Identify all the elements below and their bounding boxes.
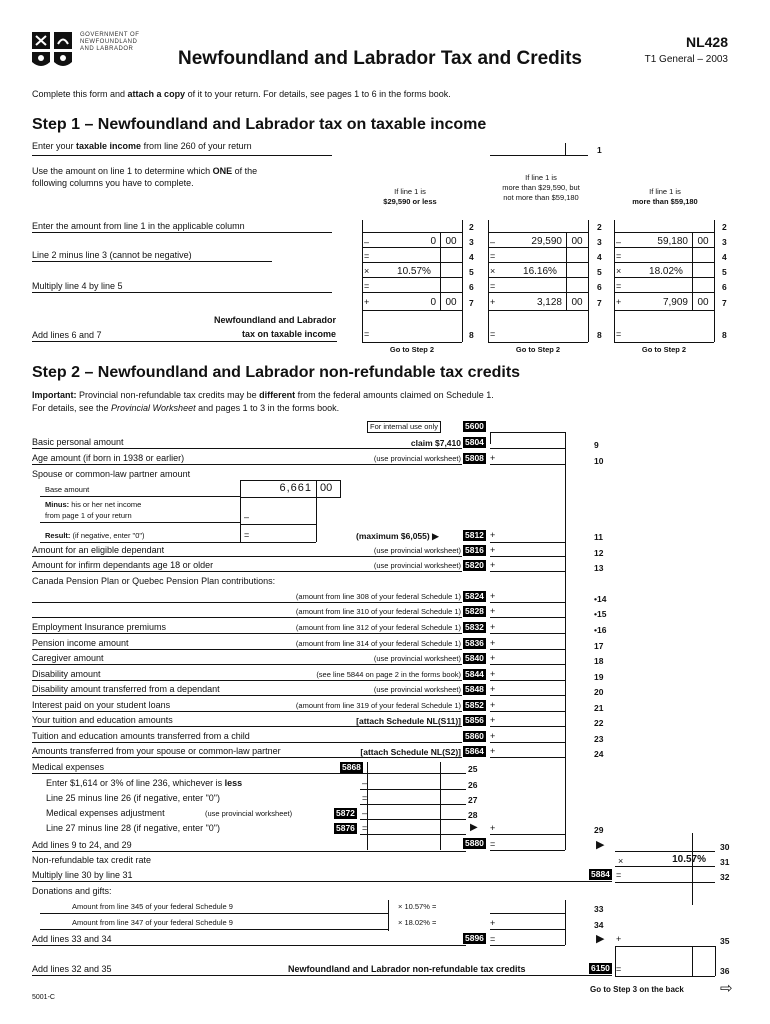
credit-row-note: (amount from line 319 of your federal Schedule 1) (295, 701, 461, 710)
details-note: For details, see the Provincial Worksheet and pages 1 to 3 in the forms book. (32, 403, 340, 413)
base-amount-cents: 00 (320, 482, 333, 494)
department-name: GOVERNMENT OF NEWFOUNDLAND AND LABRADOR (80, 32, 140, 52)
add36-bold-label: Newfoundland and Labrador non-refundable tax credits (288, 964, 526, 974)
donation33-rate: × 10.57% = (398, 902, 437, 911)
code-5876: 5876 (336, 823, 355, 833)
credit-row-note: (amount from line 308 of your federal Schedule 1) (295, 592, 461, 601)
donations-label: Donations and gifts: (32, 886, 112, 896)
col2-line3-amount: 29,590 (531, 236, 562, 247)
credit-row-input[interactable] (490, 680, 565, 681)
code-box: 5832 (465, 622, 484, 632)
credit-row-label: Interest paid on your student loans (32, 700, 171, 710)
credit-row-label: Amount for an eligible dependant (32, 545, 165, 555)
row8-bold-label-1: Newfoundland and Labrador (213, 315, 336, 325)
credit-row-input[interactable] (490, 571, 565, 572)
donation34-label: Amount from line 347 of your federal Schedule 9 (72, 918, 233, 927)
credit-row-note: [attach Schedule NL(S2)] (360, 747, 461, 757)
rate31-value: 10.57% (672, 854, 706, 865)
credit-row-input[interactable] (490, 633, 565, 634)
credit-row-label: Tuition and education amounts transferred from a child (32, 731, 250, 741)
credit-row-input[interactable] (490, 695, 565, 696)
col2-line7-amount: 3,128 (536, 297, 562, 308)
code-5884: 5884 (591, 869, 610, 879)
code-box: 5836 (465, 638, 484, 648)
add36-label: Add lines 32 and 35 (32, 964, 112, 974)
code-box: 5816 (465, 545, 484, 555)
credit-row-input[interactable] (490, 726, 565, 727)
credit-row-label: Caregiver amount (32, 653, 104, 663)
code-box: 5864 (465, 746, 484, 756)
code-5600: 5600 (465, 421, 484, 431)
code-box: 5856 (465, 715, 484, 725)
use-amount-text: Use the amount on line 1 to determine which ONE of the (32, 166, 258, 176)
credit-row-note: (amount from line 312 of your federal Schedule 1) (295, 623, 461, 632)
code-box: 5848 (465, 684, 484, 694)
col1-line7-amount: 0 (430, 297, 436, 308)
col3-go-to-step2: Go to Step 2 (641, 345, 687, 354)
code-5812: 5812 (465, 530, 484, 540)
code-box: 5828 (465, 606, 484, 616)
column3-header: If line 1 is more than $59,180 (632, 187, 698, 206)
minus-income-label-2: from page 1 of your return (45, 511, 132, 520)
mult32-label: Multiply line 30 by line 31 (32, 870, 133, 880)
credit-row-label: Amounts transferred from your spouse or common-law partner (32, 746, 281, 756)
col1-line3-amount: 0 (430, 236, 436, 247)
form-code: 5001-C (32, 994, 55, 1001)
credit-row-note: (amount from line 314 of your federal Schedule 1) (295, 639, 461, 648)
credit-row-label: Disability amount (32, 669, 101, 679)
credit-row-label: Basic personal amount (32, 437, 124, 447)
credit-row-note: (use provincial worksheet) (373, 454, 461, 463)
col1-line7-cents: 00 (445, 297, 457, 308)
use-amount-text-2: following columns you have to complete. (32, 178, 194, 188)
code-box: 5824 (465, 591, 484, 601)
column1-header: If line 1 is $29,590 or less (383, 187, 437, 206)
internal-use-label: For internal use only (367, 421, 441, 433)
donation33-label: Amount from line 345 of your federal Schedule 9 (72, 902, 233, 911)
code-6150: 6150 (591, 963, 610, 973)
intro-text: Complete this form and attach a copy of it to your return. For details, see pages 1 to 6 in the forms book. (32, 89, 451, 99)
government-logo-icon (32, 32, 74, 70)
row8-label: Add lines 6 and 7 (32, 330, 102, 340)
code-box: 5844 (465, 669, 484, 679)
col1-line3-cents: 00 (445, 236, 457, 247)
credit-row-note: (use provincial worksheet) (373, 561, 461, 570)
important-note: Important: Provincial non-refundable tax credits may be different from the federal amounts claimed on Schedule 1. (32, 390, 494, 400)
credit-row-input[interactable] (490, 448, 565, 449)
donation34-rate: × 18.02% = (398, 918, 437, 927)
code-5872: 5872 (336, 808, 355, 818)
medical-line28-note: (use provincial worksheet) (205, 809, 293, 818)
credit-row-note: claim $7,410 (410, 438, 461, 448)
base-amount-value: 6,661 (279, 482, 312, 494)
medical-line28-label: Medical expenses adjustment (46, 808, 165, 818)
col3-line7-cents: 00 (697, 297, 709, 308)
medical-line27-label: Line 25 minus line 26 (if negative, enter "0") (46, 793, 220, 803)
credit-row-note: (use provincial worksheet) (373, 685, 461, 694)
next-arrow-icon: ⇨ (720, 980, 733, 997)
add30-label: Add lines 9 to 24, and 29 (32, 840, 132, 850)
step1-title: Step 1 – Newfoundland and Labrador tax on taxable income (32, 116, 487, 133)
credit-row-input[interactable] (490, 664, 565, 665)
minus-income-label: Minus: his or her net income (45, 500, 142, 509)
credit-row-note: (see line 5844 on page 2 in the forms book) (316, 670, 461, 679)
code-5868: 5868 (342, 762, 361, 772)
result-label: Result: (if negative, enter "0") (45, 531, 145, 540)
col2-rate: 16.16% (523, 266, 557, 277)
row4-label: Line 2 minus line 3 (cannot be negative) (32, 250, 192, 260)
medical-line26-label: Enter $1,614 or 3% of line 236, whichever is less (46, 778, 243, 788)
col2-line3-cents: 00 (571, 236, 583, 247)
credit-row-label: Disability amount transferred from a dependant (32, 684, 220, 694)
form-number: NL428 (685, 34, 728, 50)
col3-rate: 18.02% (649, 266, 683, 277)
medical-expenses-label: Medical expenses (32, 762, 105, 772)
credit-row-note: (use provincial worksheet) (373, 546, 461, 555)
form-title: Newfoundland and Labrador Tax and Credits (178, 48, 582, 69)
code-box: 5820 (465, 560, 484, 570)
credit-row-label: Pension income amount (32, 638, 129, 648)
credit-row-note: (amount from line 310 of your federal Schedule 1) (295, 607, 461, 616)
cpp-label: Canada Pension Plan or Quebec Pension Plan contributions: (32, 576, 276, 586)
credit-row-input[interactable] (490, 649, 565, 650)
col3-line3-cents: 00 (697, 236, 709, 247)
step2-title: Step 2 – Newfoundland and Labrador non-refundable tax credits (32, 364, 521, 381)
column2-header: If line 1 is more than $29,590, but not more than $59,180 (502, 173, 580, 202)
col2-line7-cents: 00 (571, 297, 583, 308)
credit-row-input[interactable] (490, 602, 565, 603)
base-amount-label: Base amount (45, 485, 90, 494)
code-box: 5860 (465, 731, 484, 741)
row2-label: Enter the amount from line 1 in the applicable column (32, 221, 245, 231)
medical-line29-label: Line 27 minus line 28 (if negative, enter "0") (46, 823, 220, 833)
code-box: 5804 (465, 437, 484, 447)
credit-row-input[interactable] (490, 742, 565, 743)
form-subtitle: T1 General – 2003 (644, 54, 728, 65)
col3-line7-amount: 7,909 (662, 297, 688, 308)
spouse-income-input[interactable] (240, 524, 316, 525)
maximum-label: (maximum $6,055) ▶ (356, 531, 439, 541)
credit-row-label: Your tuition and education amounts (32, 715, 173, 725)
col1-go-to-step2: Go to Step 2 (389, 345, 435, 354)
spouse-amount-label: Spouse or common-law partner amount (32, 469, 191, 479)
code-5880: 5880 (465, 838, 484, 848)
go-to-step3: Go to Step 3 on the back (590, 985, 684, 994)
credit-row-note: [attach Schedule NL(S11)] (356, 716, 461, 726)
col2-go-to-step2: Go to Step 2 (515, 345, 561, 354)
credit-row-input[interactable] (490, 617, 565, 618)
line1-input[interactable] (490, 155, 588, 156)
credit-row-input[interactable] (490, 556, 565, 557)
code-box: 5808 (465, 453, 484, 463)
credit-row-label: Age amount (if born in 1938 or earlier) (32, 453, 185, 463)
code-5896: 5896 (465, 933, 484, 943)
credit-row-input[interactable] (490, 757, 565, 758)
rate31-label: Non-refundable tax credit rate (32, 855, 152, 865)
code-box: 5840 (465, 653, 484, 663)
credit-row-label: Amount for infirm dependants age 18 or older (32, 560, 214, 570)
credit-row-input[interactable] (490, 464, 565, 465)
col1-rate: 10.57% (397, 266, 431, 277)
row6-label: Multiply line 4 by line 5 (32, 281, 123, 291)
code-box: 5852 (465, 700, 484, 710)
add35-label: Add lines 33 and 34 (32, 934, 112, 944)
line1-label: Enter your taxable income from line 260 of your return (32, 141, 252, 151)
col3-line3-amount: 59,180 (657, 236, 688, 247)
line6150-input[interactable] (615, 976, 715, 977)
credit-row-note: (use provincial worksheet) (373, 654, 461, 663)
credit-row-label: Employment Insurance premiums (32, 622, 167, 632)
credit-row-input[interactable] (490, 711, 565, 712)
row8-bold-label-2: tax on taxable income (241, 329, 336, 339)
